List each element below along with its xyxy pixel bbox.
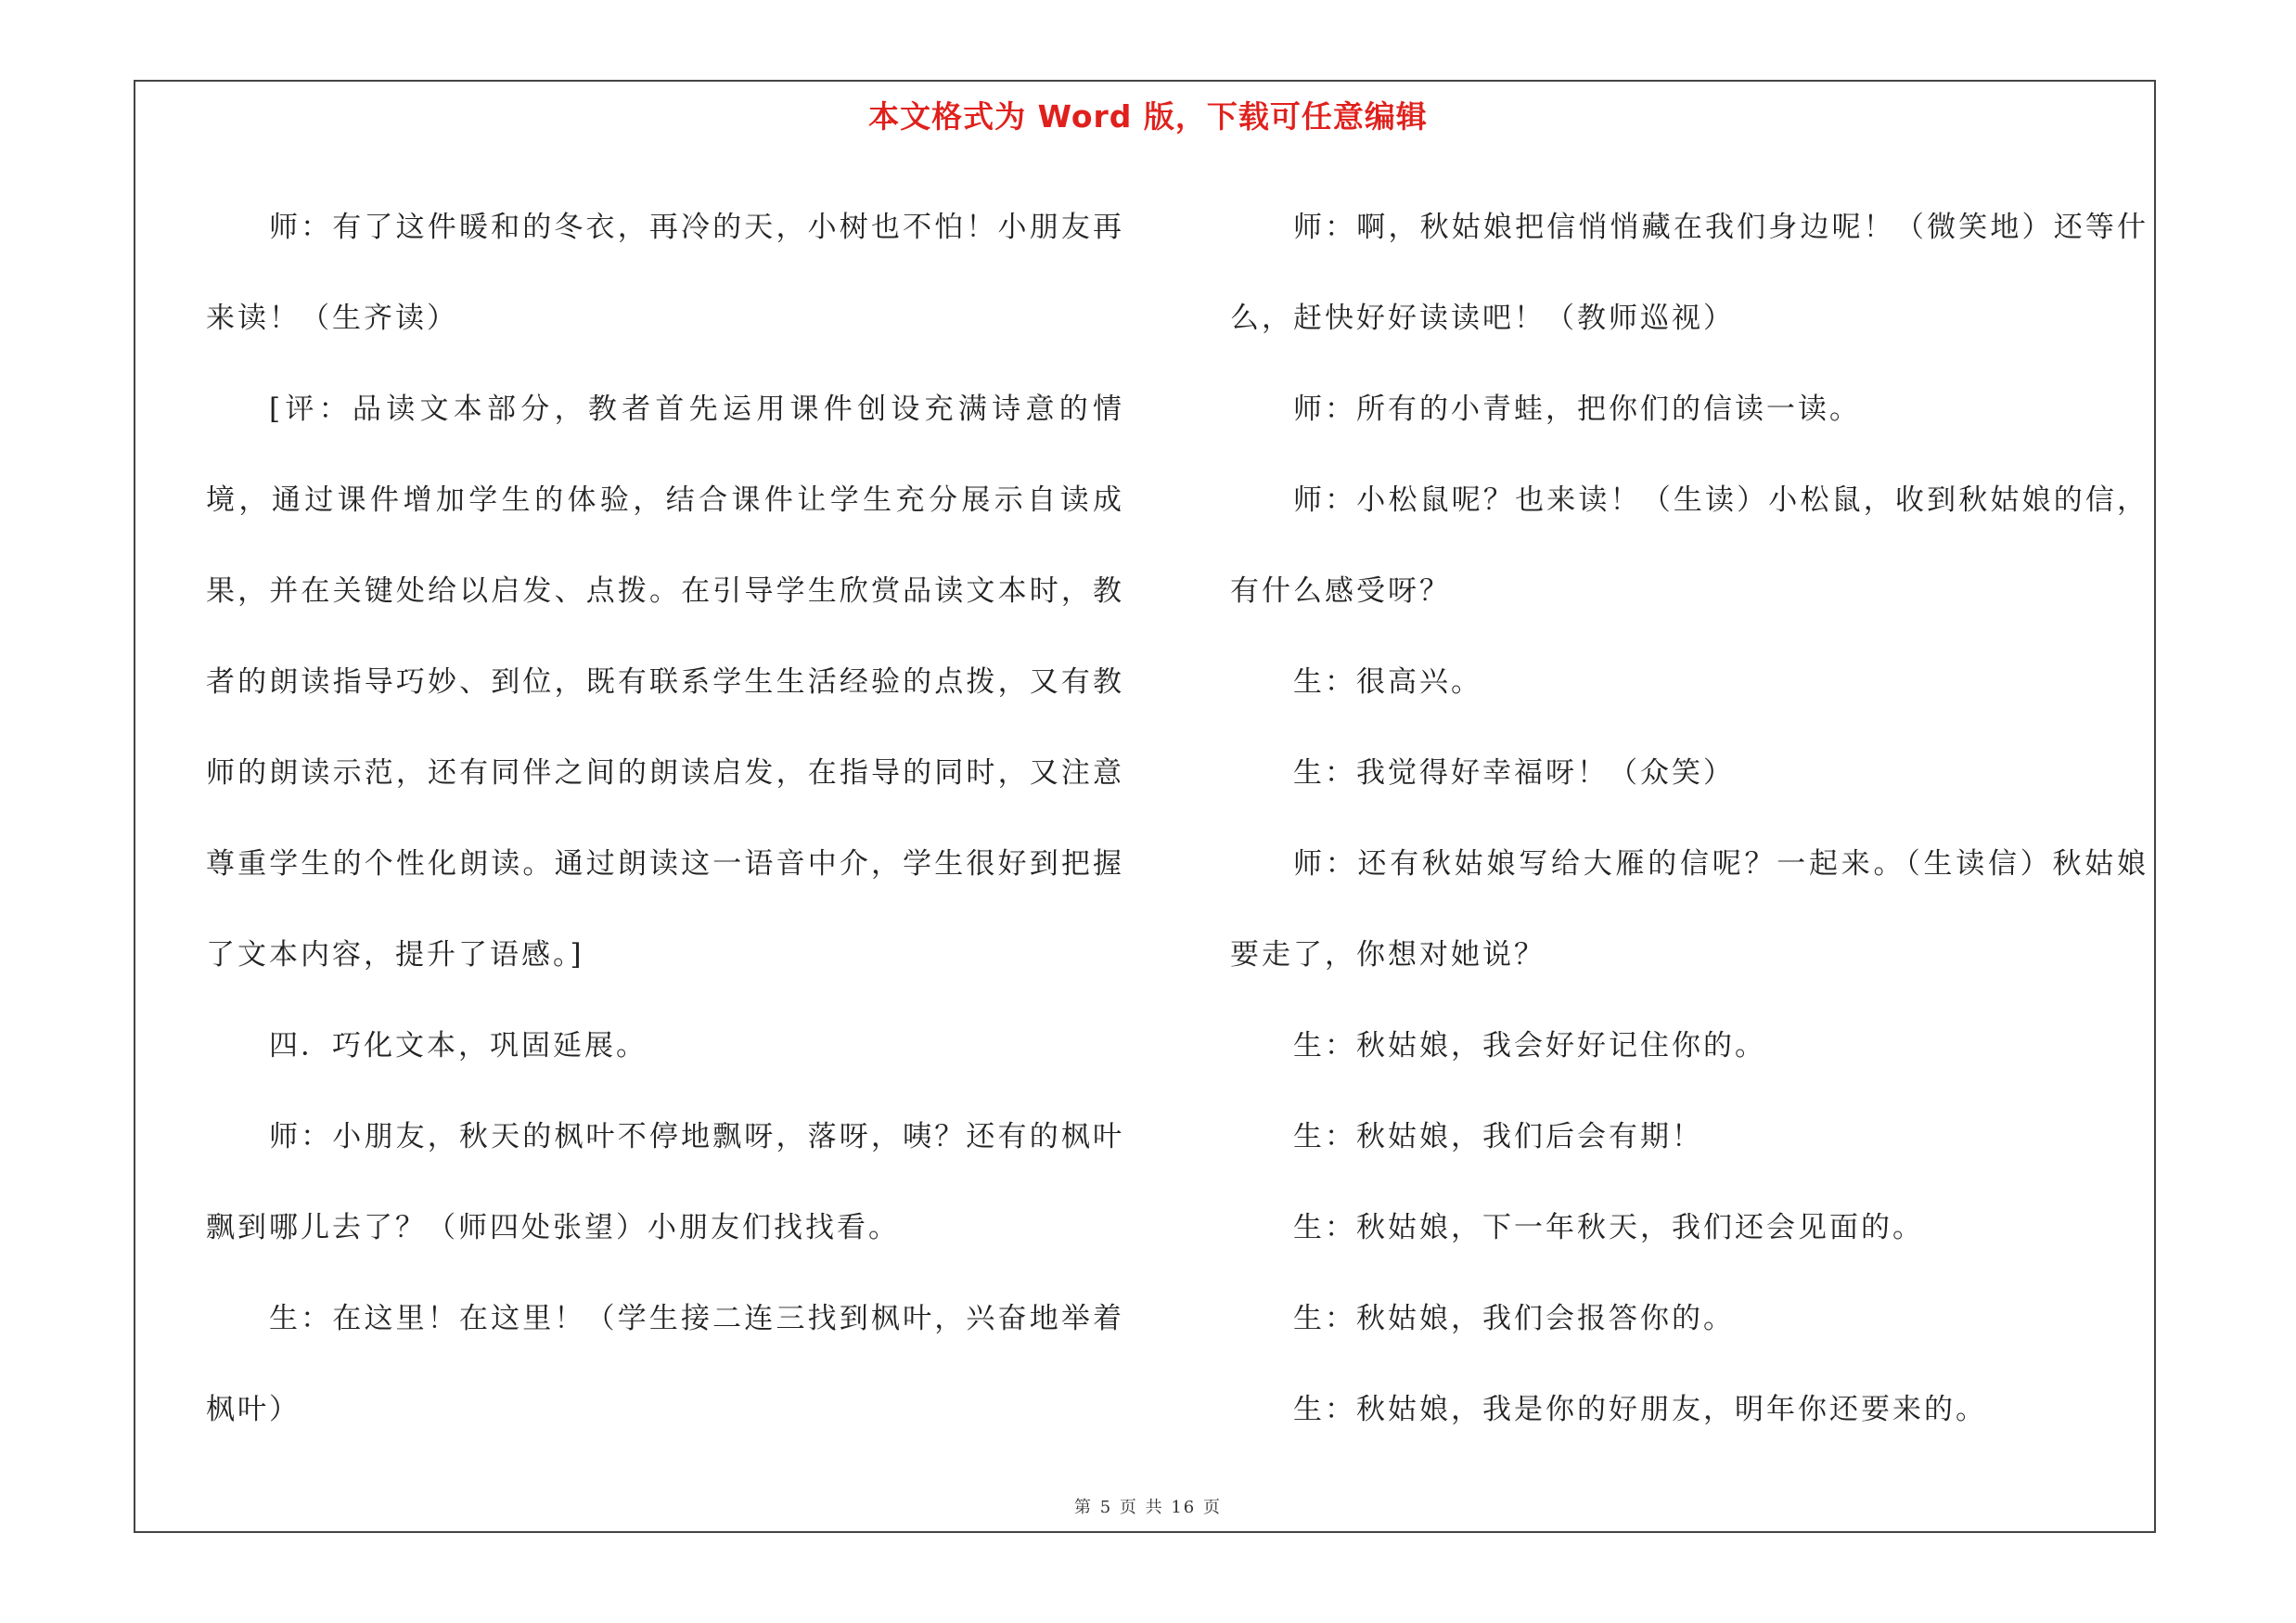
paragraph: 生：秋姑娘，下一年秋天，我们还会见面的。: [1293, 1211, 1924, 1244]
paragraph: 师：有了这件暖和的冬衣，再冷的天，小树也不怕！小朋友再来读！（生齐读）: [206, 211, 1124, 335]
section-heading: 四．巧化文本，巩固延展。: [269, 1029, 648, 1063]
paragraph: [评：品读文本部分，教者首先运用课件创设充满诗意的情境，通过课件增加学生的体验，结合课件让学生充分展示自读成果，并在关键处给以启发、点拨。在引导学生欣赏品读文本时，教者的朗读指导巧妙、到位，既有联系学生生活经验的点拨，又有教师的朗读示范，还有同伴之间的朗读启发，在指导的同时，又注意尊重学生的个性化朗读。通过朗读这一语音中介，学生很好到把握了文本内容，提升了语感。]: [206, 393, 1124, 972]
paragraph: 师：所有的小青蛙，把你们的信读一读。: [1293, 393, 1861, 426]
paragraph: 师：小松鼠呢？也来读！（生读）小松鼠，收到秋姑娘的信，有什么感受呀？: [1230, 483, 2148, 608]
paragraph: 生：在这里！在这里！（学生接二连三找到枫叶，兴奋地举着枫叶）: [206, 1302, 1124, 1426]
paragraph: 生：秋姑娘，我们后会有期！: [1293, 1120, 1703, 1153]
paragraph: 生：很高兴。: [1293, 665, 1482, 699]
paragraph: 师：啊，秋姑娘把信悄悄藏在我们身边呢！（微笑地）还等什么，赶快好好读读吧！（教师巡视）: [1230, 211, 2148, 335]
paragraph: 生：秋姑娘，我会好好记住你的。: [1293, 1029, 1766, 1063]
paragraph: 师：还有秋姑娘写给大雁的信呢？一起来。（生读信）秋姑娘要走了，你想对她说？: [1230, 847, 2148, 972]
paragraph: 生：秋姑娘，我们会报答你的。: [1293, 1302, 1735, 1335]
paragraph: 生：我觉得好幸福呀！（众笑）: [1293, 756, 1735, 790]
page-number: 第 5 页 共 16 页: [1074, 1498, 1222, 1517]
right-column: [1230, 182, 2148, 1455]
paragraph: 生：秋姑娘，我是你的好朋友，明年你还要来的。: [1293, 1393, 1987, 1426]
left-column: [206, 182, 1124, 1455]
format-banner: 本文格式为 Word 版，下载可任意编辑: [868, 98, 1428, 135]
paragraph: 师：小朋友，秋天的枫叶不停地飘呀，落呀，咦？还有的枫叶飘到哪儿去了？（师四处张望）小朋友们找找看。: [206, 1120, 1124, 1244]
